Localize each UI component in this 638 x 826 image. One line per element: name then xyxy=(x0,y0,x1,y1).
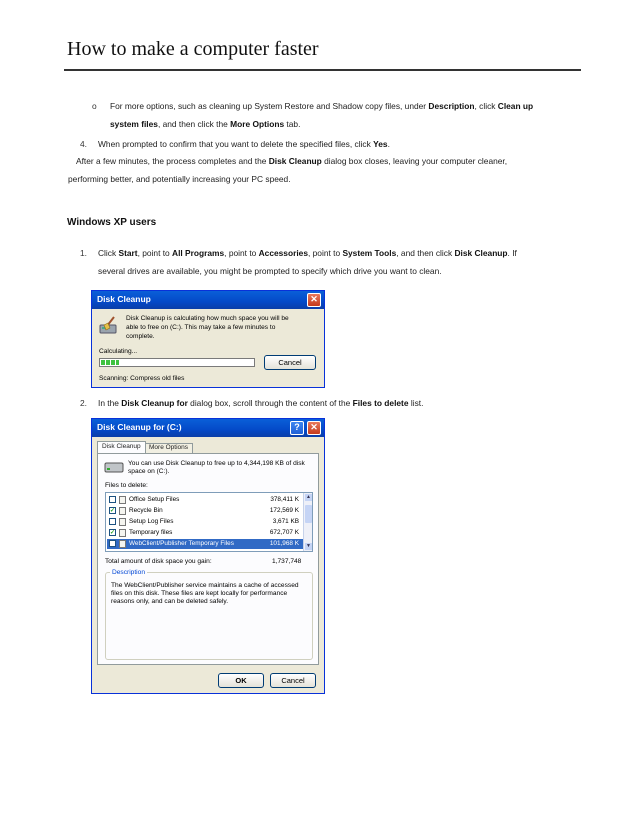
file-size: 672,707 K xyxy=(269,529,299,536)
file-name: Setup Log Files xyxy=(129,518,174,525)
scroll-up-arrow-icon[interactable]: ▲ xyxy=(306,494,311,500)
xp-step-2-number: 2. xyxy=(80,398,87,408)
file-checkbox[interactable]: ✓ xyxy=(110,508,116,514)
step-4-number: 4. xyxy=(80,139,87,149)
step-4-text: When prompted to confirm that you want to delete the specified files, click Yes. xyxy=(98,139,390,149)
dialog1-message-line1: Disk Cleanup is calculating how much space you will be xyxy=(126,315,289,322)
file-name: WebClient/Publisher Temporary Files xyxy=(129,540,234,547)
file-type-icon xyxy=(119,529,126,537)
file-list-row[interactable] xyxy=(107,495,303,505)
dialog1-cancel-button[interactable]: Cancel xyxy=(264,355,316,370)
file-name: Office Setup Files xyxy=(129,496,180,503)
disk-cleanup-progress-dialog xyxy=(91,290,325,388)
dialog2-close-button[interactable]: ✕ xyxy=(307,421,321,435)
dialog2-cancel-button[interactable]: Cancel xyxy=(270,673,316,688)
description-line3: reasons only, and can be deleted safely. xyxy=(111,598,229,605)
sub-bullet-marker: o xyxy=(92,101,97,111)
dialog1-titlebar xyxy=(92,291,324,309)
file-name: Temporary files xyxy=(129,529,173,536)
dialog2-intro-line2: space on (C:). xyxy=(128,468,170,475)
progress-bar-fill xyxy=(101,360,119,365)
files-list-scrollbar[interactable] xyxy=(303,493,312,551)
title-underline xyxy=(64,69,581,71)
dialog2-titlebar xyxy=(92,419,324,437)
disk-cleanup-tab-panel xyxy=(97,453,319,665)
file-size: 3,671 KB xyxy=(272,518,299,525)
dialog2-title: Disk Cleanup for (C:) xyxy=(97,422,182,432)
windows-xp-heading: Windows XP users xyxy=(67,217,157,228)
file-type-icon xyxy=(119,496,126,504)
tab-more-options[interactable]: More Options xyxy=(144,443,193,453)
file-checkbox[interactable] xyxy=(109,518,116,525)
description-line2: files on this disk. These files are kept locally for performance xyxy=(111,590,288,597)
xp-step-1-text-line1: Click Start, point to All Programs, point to Accessories, point to System Tools, and then click Disk Cleanup. If xyxy=(98,248,517,258)
file-list-row[interactable] xyxy=(107,539,303,549)
file-list-row[interactable] xyxy=(107,517,303,527)
file-size: 172,569 K xyxy=(269,507,299,514)
file-name: Recycle Bin xyxy=(129,507,163,514)
file-list-row[interactable] xyxy=(107,528,303,538)
file-checkbox[interactable] xyxy=(109,496,116,503)
total-space-value: 1,737,748 xyxy=(272,558,302,565)
scanning-status: Scanning: Compress old files xyxy=(99,375,185,382)
file-list-row[interactable] xyxy=(107,506,303,516)
dialog2-intro-line1: You can use Disk Cleanup to free up to 4,344,198 KB of disk xyxy=(128,460,305,467)
xp-step-1-number: 1. xyxy=(80,248,87,258)
scroll-down-arrow-icon[interactable]: ▼ xyxy=(306,543,311,549)
sub-bullet-text-line1: For more options, such as cleaning up System Restore and Shadow copy files, under Description, click Clean up xyxy=(110,101,534,111)
file-type-icon xyxy=(119,518,126,526)
file-checkbox[interactable] xyxy=(109,540,116,547)
calculating-progress-bar xyxy=(99,358,255,367)
calculating-label: Calculating... xyxy=(99,348,138,355)
dialog2-help-button[interactable]: ? xyxy=(290,421,304,435)
dialog1-close-button[interactable]: ✕ xyxy=(307,293,321,307)
file-type-icon xyxy=(119,540,126,548)
xp-step-2-text: In the Disk Cleanup for dialog box, scroll through the content of the Files to delete list. xyxy=(98,398,424,408)
after-paragraph-line1: After a few minutes, the process completes and the Disk Cleanup dialog box closes, leaving your computer cleaner, xyxy=(76,156,508,166)
description-group xyxy=(105,569,313,660)
description-label: Description xyxy=(112,569,145,576)
description-line1: The WebClient/Publisher service maintains a cache of accessed xyxy=(111,582,299,589)
disk-cleanup-icon xyxy=(98,315,120,337)
files-to-delete-label: Files to delete: xyxy=(105,482,148,489)
sub-bullet-text-line2: system files, and then click the More Options tab. xyxy=(110,119,301,129)
total-space-label: Total amount of disk space you gain: xyxy=(105,558,212,565)
after-paragraph-line2: performing better, and potentially increasing your PC speed. xyxy=(68,174,291,184)
files-to-delete-list[interactable] xyxy=(105,492,313,552)
file-type-icon xyxy=(119,507,126,515)
xp-step-1-text-line2: several drives are available, you might be prompted to specify which drive you want to clean. xyxy=(98,266,442,276)
dialog1-message-line3: complete. xyxy=(126,333,155,340)
disk-cleanup-for-dialog xyxy=(91,418,325,694)
dialog1-title: Disk Cleanup xyxy=(97,294,151,304)
page-title: How to make a computer faster xyxy=(67,38,319,60)
scrollbar-thumb[interactable] xyxy=(305,505,312,523)
file-checkbox[interactable]: ✓ xyxy=(110,530,116,536)
ok-button[interactable]: OK xyxy=(218,673,264,688)
file-size: 101,968 K xyxy=(269,540,299,547)
tab-disk-cleanup[interactable]: Disk Cleanup xyxy=(97,441,146,453)
dialog1-message-line2: able to free on (C:). This may take a few minutes to xyxy=(126,324,276,331)
file-size: 378,411 K xyxy=(270,496,299,503)
hard-drive-icon xyxy=(104,460,124,474)
